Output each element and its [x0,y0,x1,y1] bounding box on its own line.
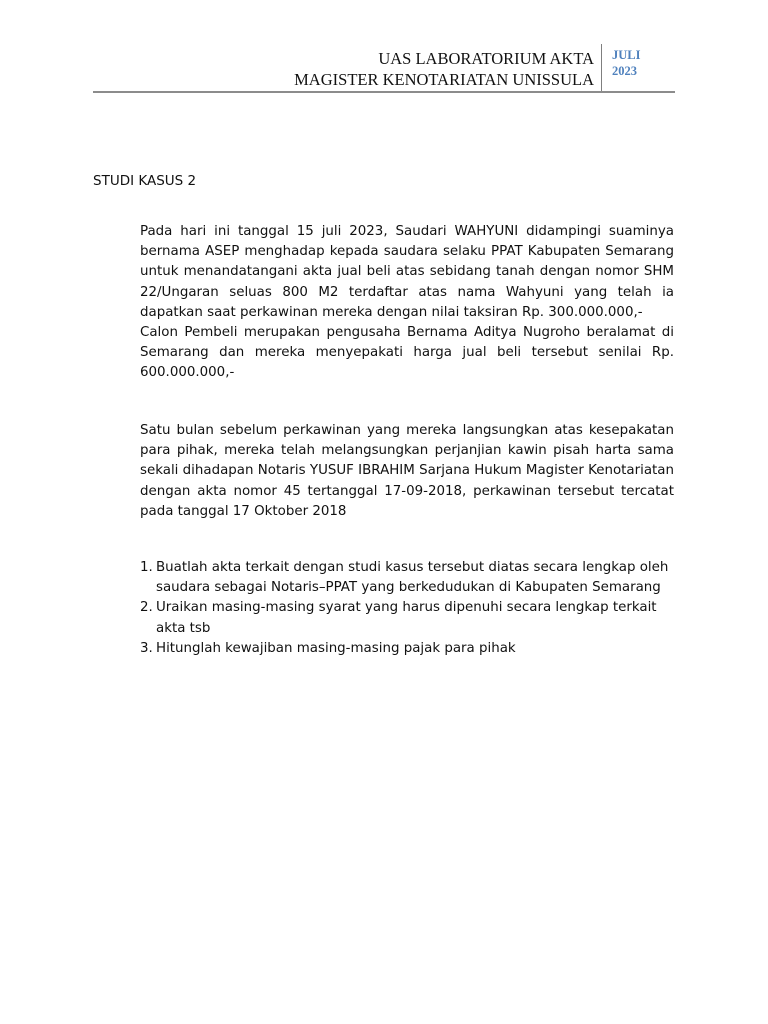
list-item-number: 2. [140,600,153,616]
question-list [140,558,674,659]
header-line-2: MAGISTER KENOTARIATAN UNISSULA [294,70,594,89]
header-year: 2023 [612,64,637,78]
header-date [612,47,640,79]
case-paragraph-2: Satu bulan sebelum perkawinan yang mereka langsungkan atas kesepakatan para pihak, mereka telah melangsungkan perjanjian kawin pisah harta sama sekali dihadapan Notaris YUSUF IBRAHIM Sarjana Hukum Magister Kenotariatan dengan akta nomor 45 tertanggal 17-09-2018, perkawinan tersebut tercatat pada tanggal 17 Oktober 2018 [140,423,674,519]
list-item [140,639,674,659]
list-item-number: 3. [140,640,153,656]
list-item-text: Uraikan masing-masing syarat yang harus dipenuhi secara lengkap terkait akta tsb [156,600,657,636]
list-item-text: Buatlah akta terkait dengan studi kasus tersebut diatas secara lengkap oleh saudara sebagai Notaris–PPAT yang berkedudukan di Kabupaten Semarang [156,560,669,596]
header-month: JULI [612,48,641,62]
list-item [140,558,674,598]
header-line-1: UAS LABORATORIUM AKTA [378,49,594,68]
list-item-number: 1. [140,560,153,575]
case-paragraph-1a: Pada hari ini tanggal 15 juli 2023, Saudari WAHYUNI didampingi suaminya bernama ASEP menghadap kepada saudara selaku PPAT Kabupaten Semarang untuk menandatangani akta jual beli atas sebidang tanah dengan nomor SHM 22/Ungaran seluas 800 M2 terdaftar atas nama Wahyuni yang telah ia dapatkan saat perkawinan mereka dengan nilai taksiran Rp. 300.000.000,- [140,224,674,320]
study-title: STUDI KASUS 2 [93,173,197,189]
list-item-text: Hitunglah kewajiban masing-masing pajak para pihak [156,640,516,656]
list-item [140,598,674,638]
case-paragraph-1b: Calon Pembeli merupakan pengusaha Bernama Aditya Nugroho beralamat di Semarang dan mereka menyepakati harga jual beli tersebut senilai Rp. 600.000.000,- [140,325,674,381]
header-title [294,48,594,90]
header-rule [93,91,675,93]
case-paragraph-1 [140,222,674,384]
header-divider [601,44,602,93]
